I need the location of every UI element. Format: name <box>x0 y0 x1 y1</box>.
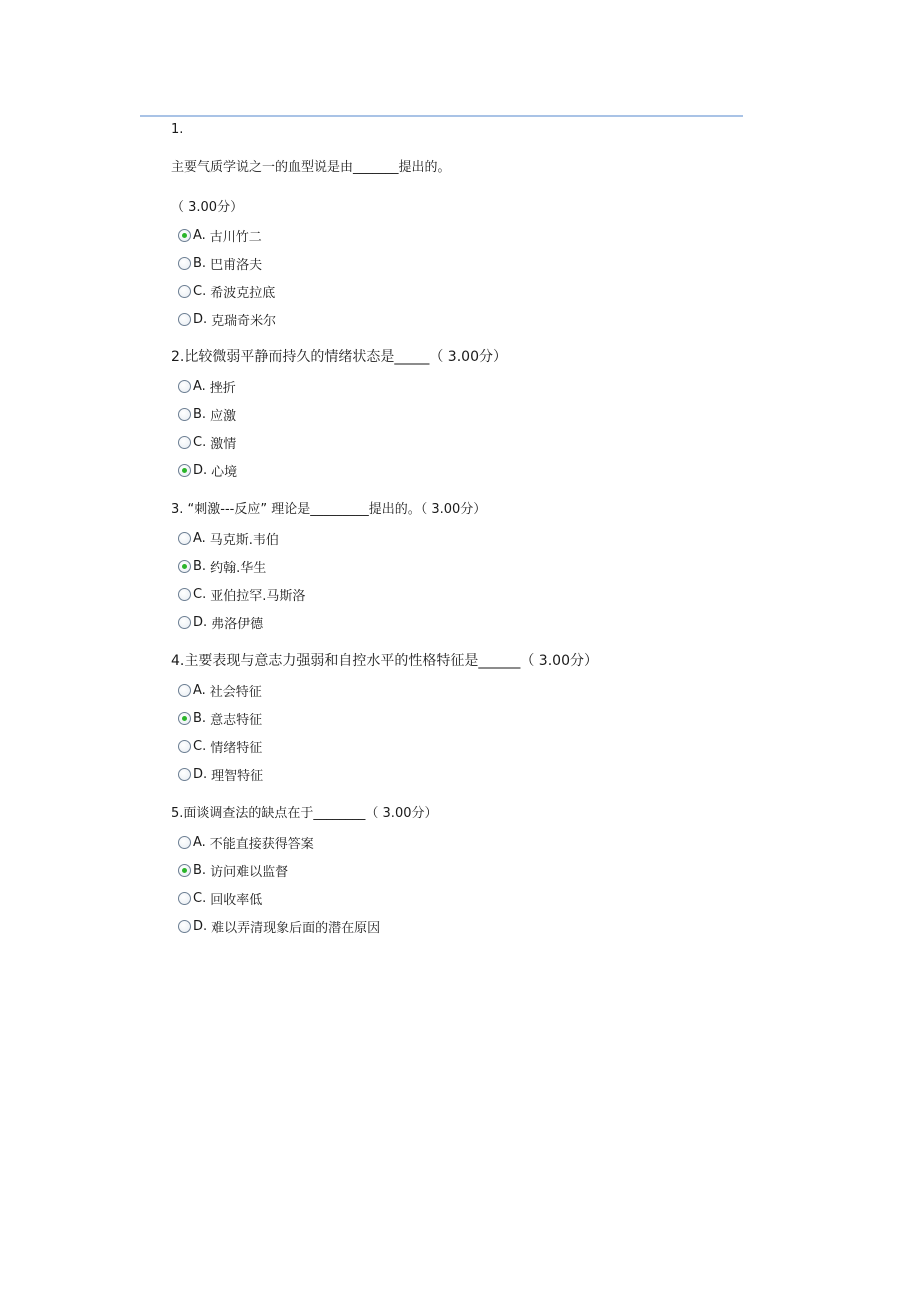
option-letter: D. <box>193 462 208 478</box>
option-label: 马克斯.韦伯 <box>209 532 279 548</box>
radio-button-icon[interactable] <box>178 768 191 781</box>
radio-button-icon[interactable] <box>178 836 191 849</box>
option-letter: B. <box>193 710 207 726</box>
radio-button-icon[interactable] <box>178 560 191 573</box>
option-label: 理智特征 <box>211 768 264 784</box>
option-letter: C. <box>193 283 207 299</box>
option-letter: B. <box>193 558 207 574</box>
option-label: 激情 <box>210 436 237 452</box>
option-label: 亚伯拉罕.马斯洛 <box>210 588 306 604</box>
radio-button-icon[interactable] <box>178 864 191 877</box>
option-label: 约翰.华生 <box>210 560 267 576</box>
radio-button-icon[interactable] <box>178 436 191 449</box>
option-letter: D. <box>193 918 208 934</box>
question-1-score: （ 3.00分） <box>171 200 244 215</box>
question-3-option-a[interactable] <box>178 529 279 547</box>
option-letter: D. <box>193 614 208 630</box>
radio-button-icon[interactable] <box>178 408 191 421</box>
option-letter: D. <box>193 766 208 782</box>
option-label: 应激 <box>210 408 237 424</box>
question-5-option-b[interactable] <box>178 861 288 879</box>
option-letter: C. <box>193 434 207 450</box>
option-label: 巴甫洛夫 <box>210 257 263 273</box>
radio-button-icon[interactable] <box>178 464 191 477</box>
question-5-text: 5.面谈调查法的缺点在于________（ 3.00分） <box>171 806 438 821</box>
option-letter: C. <box>193 586 207 602</box>
question-1-number: 1. <box>171 122 184 137</box>
option-label: 古川竹二 <box>209 229 262 245</box>
question-3-option-b[interactable] <box>178 557 266 575</box>
question-5-option-a[interactable] <box>178 833 314 851</box>
option-letter: B. <box>193 862 207 878</box>
question-2-option-d[interactable] <box>178 461 237 479</box>
option-letter: B. <box>193 406 207 422</box>
radio-button-icon[interactable] <box>178 892 191 905</box>
option-letter: A. <box>193 834 206 850</box>
option-label: 希波克拉底 <box>210 285 276 301</box>
option-label: 克瑞奇米尔 <box>211 313 277 329</box>
radio-button-icon[interactable] <box>178 257 191 270</box>
radio-button-icon[interactable] <box>178 380 191 393</box>
question-3-text: 3. “刺激---反应” 理论是_________提出的。（ 3.00分） <box>171 502 487 517</box>
option-letter: A. <box>193 682 206 698</box>
radio-button-icon[interactable] <box>178 285 191 298</box>
option-letter: B. <box>193 255 207 271</box>
radio-button-icon[interactable] <box>178 712 191 725</box>
question-4-option-c[interactable] <box>178 737 262 755</box>
option-label: 回收率低 <box>210 892 263 908</box>
option-letter: C. <box>193 890 207 906</box>
option-label: 意志特征 <box>210 712 263 728</box>
option-label: 难以弄清现象后面的潜在原因 <box>211 920 381 936</box>
question-4-text: 4.主要表现与意志力强弱和自控水平的性格特征是______（ 3.00分） <box>171 653 598 669</box>
question-2-text: 2.比较微弱平静而持久的情绪状态是_____（ 3.00分） <box>171 349 507 365</box>
radio-button-icon[interactable] <box>178 588 191 601</box>
question-1-option-c[interactable] <box>178 282 275 300</box>
radio-button-icon[interactable] <box>178 740 191 753</box>
question-4-option-a[interactable] <box>178 681 262 699</box>
option-label: 心境 <box>211 464 238 480</box>
question-1-option-a[interactable] <box>178 226 262 244</box>
question-4-option-d[interactable] <box>178 765 263 783</box>
question-1-option-d[interactable] <box>178 310 276 328</box>
option-letter: D. <box>193 311 208 327</box>
question-2-option-b[interactable] <box>178 405 236 423</box>
question-2-option-a[interactable] <box>178 377 236 395</box>
radio-button-icon[interactable] <box>178 616 191 629</box>
question-1-text: 主要气质学说之一的血型说是由_______提出的。 <box>171 160 451 175</box>
option-letter: A. <box>193 378 206 394</box>
question-2-option-c[interactable] <box>178 433 236 451</box>
radio-button-icon[interactable] <box>178 313 191 326</box>
radio-button-icon[interactable] <box>178 920 191 933</box>
option-letter: C. <box>193 738 207 754</box>
option-letter: A. <box>193 227 206 243</box>
option-label: 社会特征 <box>209 684 262 700</box>
question-5-option-c[interactable] <box>178 889 262 907</box>
question-1-option-b[interactable] <box>178 254 262 272</box>
option-label: 情绪特征 <box>210 740 263 756</box>
option-letter: A. <box>193 530 206 546</box>
option-label: 弗洛伊德 <box>211 616 264 632</box>
header-divider <box>140 115 743 117</box>
question-3-option-c[interactable] <box>178 585 305 603</box>
option-label: 挫折 <box>209 380 236 396</box>
option-label: 不能直接获得答案 <box>209 836 314 852</box>
question-3-option-d[interactable] <box>178 613 263 631</box>
radio-button-icon[interactable] <box>178 229 191 242</box>
question-5-option-d[interactable] <box>178 917 380 935</box>
question-4-option-b[interactable] <box>178 709 262 727</box>
option-label: 访问难以监督 <box>210 864 289 880</box>
radio-button-icon[interactable] <box>178 532 191 545</box>
radio-button-icon[interactable] <box>178 684 191 697</box>
